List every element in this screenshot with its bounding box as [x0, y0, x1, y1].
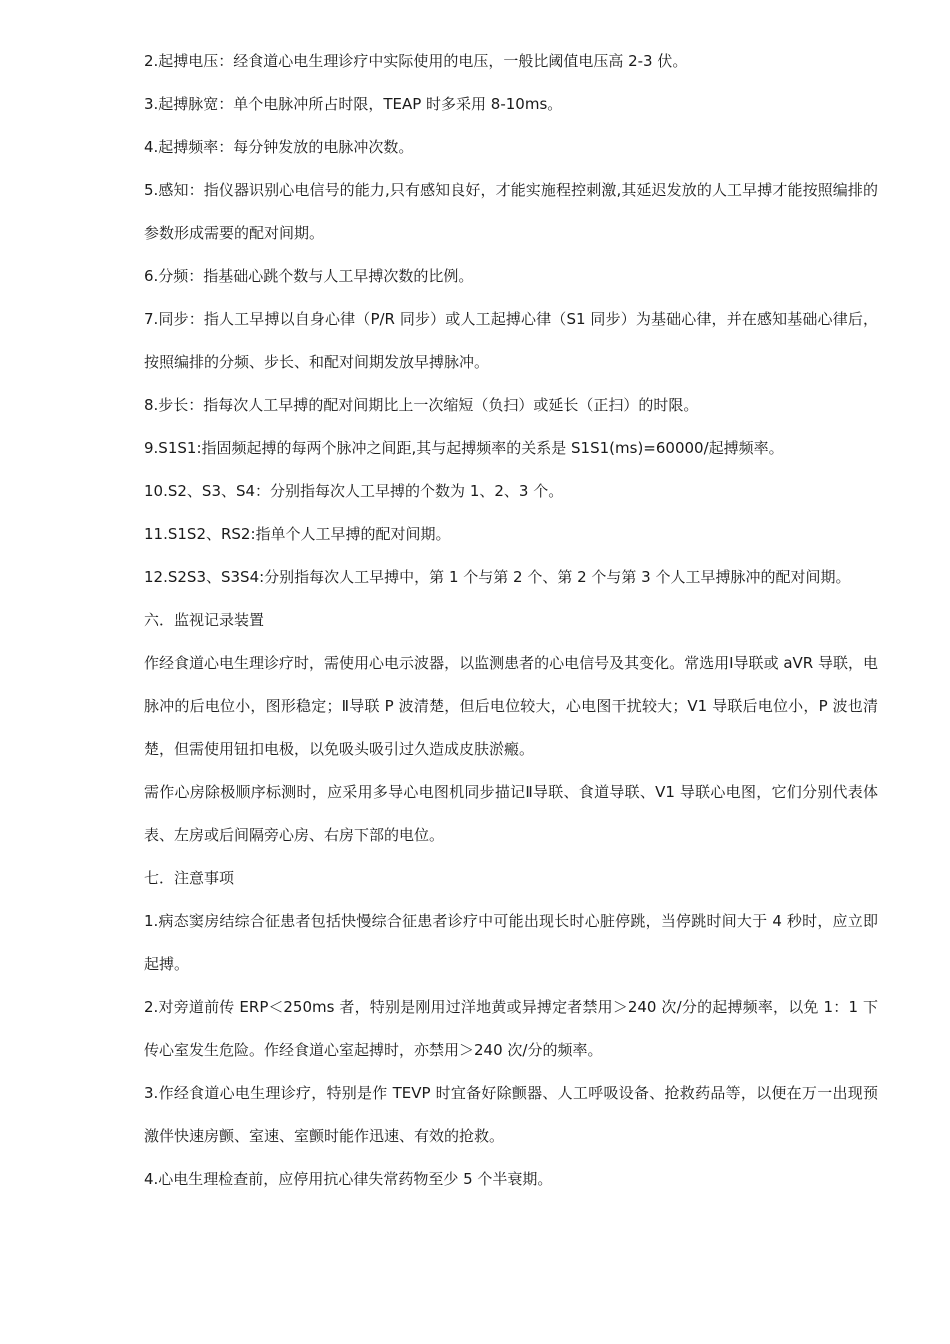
- precaution-item-3: 3.作经食道心电生理诊疗，特别是作 TEVP 时宜备好除颤器、人工呼吸设备、抢救药品等，以便在万一出现预激伴快速房颤、室速、室颤时能作迅速、有效的抢救。: [144, 1084, 878, 1145]
- term-pacing-rate: 4.起搏频率：每分钟发放的电脉冲次数。: [144, 138, 414, 156]
- precaution-item-1: 1.病态窦房结综合征患者包括快慢综合征患者诊疗中可能出现长时心脏停跳，当停跳时间大于 4 秒时，应立即起搏。: [144, 912, 878, 973]
- term-pulse-width: 3.起搏脉宽：单个电脉冲所占时限，TEAP 时多采用 8-10ms。: [144, 95, 563, 113]
- term-step-length: 8.步长：指每次人工早搏的配对间期比上一次缩短（负扫）或延长（正扫）的时限。: [144, 396, 699, 414]
- term-frequency-division: 6.分频：指基础心跳个数与人工早搏次数的比例。: [144, 267, 474, 285]
- document-page: [144, 40, 878, 1201]
- term-s1s2-rs2: 11.S1S2、RS2:指单个人工早搏的配对间期。: [144, 525, 451, 543]
- monitoring-paragraph-leads: 作经食道心电生理诊疗时，需使用心电示波器，以监测患者的心电信号及其变化。常选用Ⅰ导联或 aVR 导联，电脉冲的后电位小，图形稳定；Ⅱ导联 P 波清楚，但后电位较大，心电图干扰较大；V1 导联后电位小，P 波也清楚，但需使用钮扣电极，以免吸头吸引过久造成皮肤淤瘢。: [144, 654, 878, 758]
- precaution-item-4: 4.心电生理检查前，应停用抗心律失常药物至少 5 个半衰期。: [144, 1170, 553, 1188]
- term-s1s1: 9.S1S1:指固频起搏的每两个脉冲之间距,其与起搏频率的关系是 S1S1(ms)=60000/起搏频率。: [144, 439, 784, 457]
- term-s2-s3-s4: 10.S2、S3、S4：分别指每次人工早搏的个数为 1、2、3 个。: [144, 482, 564, 500]
- precaution-item-2: 2.对旁道前传 ERP＜250ms 者，特别是刚用过洋地黄或异搏定者禁用＞240 次/分的起搏频率，以免 1：1 下传心室发生危险。作经食道心室起搏时，亦禁用＞240 次/分的频率。: [144, 998, 878, 1059]
- term-pacing-voltage: 2.起搏电压：经食道心电生理诊疗中实际使用的电压，一般比阈值电压高 2-3 伏。: [144, 52, 688, 70]
- term-sensing: 5.感知：指仪器识别心电信号的能力,只有感知良好，才能实施程控刺激,其延迟发放的人工早搏才能按照编排的参数形成需要的配对间期。: [144, 181, 878, 242]
- section-heading-precautions: 七．注意事项: [144, 869, 235, 887]
- section-heading-monitoring: 六．监视记录装置: [144, 611, 265, 629]
- term-s2s3-s3s4: 12.S2S3、S3S4:分别指每次人工早搏中，第 1 个与第 2 个、第 2 个与第 3 个人工早搏脉冲的配对间期。: [144, 568, 851, 586]
- monitoring-paragraph-mapping: 需作心房除极顺序标测时，应采用多导心电图机同步描记Ⅱ导联、食道导联、V1 导联心电图，它们分别代表体表、左房或后间隔旁心房、右房下部的电位。: [144, 783, 878, 844]
- term-synchronization: 7.同步：指人工早搏以自身心律（P/R 同步）或人工起搏心律（S1 同步）为基础心律，并在感知基础心律后，按照编排的分频、步长、和配对间期发放早搏脉冲。: [144, 310, 878, 371]
